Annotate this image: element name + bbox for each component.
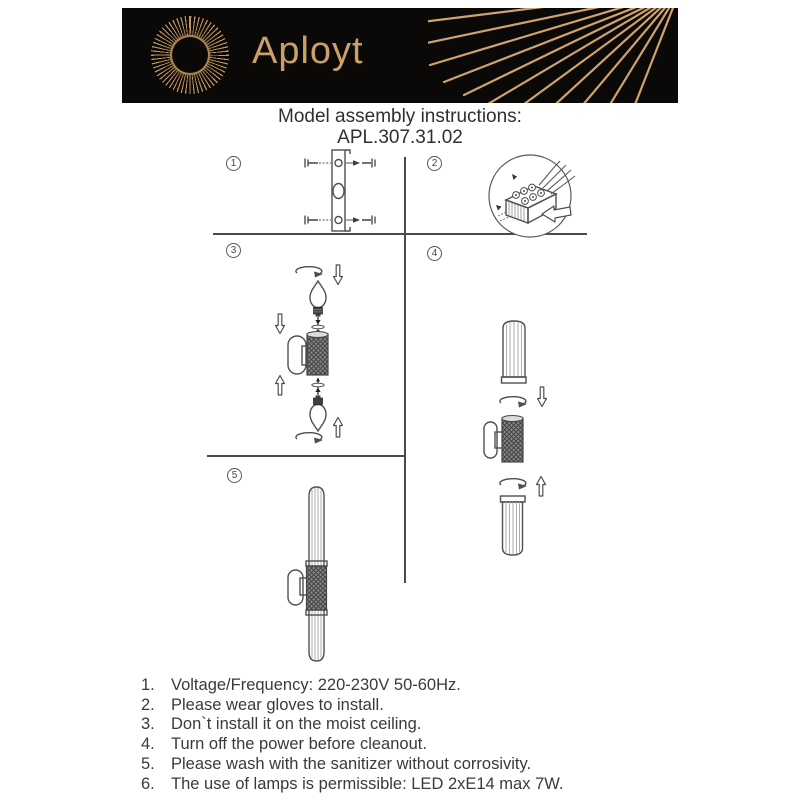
down-arrow-icon (334, 265, 343, 285)
step-number-5: 5 (231, 470, 238, 481)
glass-shade-top (502, 321, 527, 383)
wall-plate (288, 570, 308, 605)
up-arrow-icon (276, 376, 285, 396)
lamp-body (484, 416, 523, 463)
mounting-plate (332, 150, 350, 231)
diagram-step-2-wiring-detail (476, 150, 586, 242)
diagram-step-4-shades-exploded (480, 315, 556, 561)
brand-banner (122, 8, 678, 103)
screw-right-bottom-icon (346, 216, 375, 225)
diagram-step-1-wall-bracket (288, 143, 392, 239)
instruction-number: 1. (141, 676, 155, 694)
lamp-body (288, 332, 328, 376)
step-number-1: 1 (230, 158, 237, 169)
corner-rays-icon (428, 8, 678, 103)
divider-vertical (404, 157, 406, 583)
rotation-arrow-icon (296, 433, 323, 444)
up-arrow-icon (334, 418, 343, 438)
instruction-item (141, 676, 681, 696)
step-number-2: 2 (431, 158, 438, 169)
screw-left-bottom-icon (305, 216, 331, 225)
starburst-logo-icon (151, 16, 229, 94)
step-number-3: 3 (230, 245, 237, 256)
step-badge-4 (427, 246, 442, 261)
step-badge-2 (427, 156, 442, 171)
instruction-text: Please wear gloves to install. (171, 695, 384, 714)
socket-spindle-icon (312, 378, 324, 396)
rotation-arrow-icon (296, 267, 323, 278)
instruction-text: Don`t install it on the moist ceiling. (171, 715, 422, 734)
rotation-arrow-icon (500, 479, 527, 490)
bulb-icon (310, 281, 326, 317)
instruction-item (141, 696, 681, 716)
page-title: Model assembly instructions: (278, 106, 522, 127)
instruction-number: 6. (141, 774, 155, 793)
instruction-item (141, 735, 681, 755)
step-badge-5 (227, 468, 242, 483)
instruction-number: 2. (141, 695, 155, 714)
step-number-4: 4 (431, 248, 438, 259)
brand-name: Aployt (252, 30, 364, 72)
step-badge-3 (226, 243, 241, 258)
instruction-text: The use of lamps is permissible: LED 2xE14 max 7W. (171, 774, 564, 793)
divider-horizontal-bottom-left (207, 455, 406, 457)
screw-left-top-icon (305, 159, 331, 168)
diagram-step-3-bulbs-exploded (262, 256, 357, 448)
instruction-text: Please wash with the sanitizer without corrosivity. (171, 754, 532, 773)
glass-shade-bottom (501, 496, 526, 555)
instruction-item (141, 755, 681, 775)
instruction-text: Voltage/Frequency: 220-230V 50-60Hz. (171, 676, 461, 694)
rotation-arrow-icon (500, 397, 527, 408)
instruction-item (141, 715, 681, 735)
instruction-text: Turn off the power before cleanout. (171, 735, 427, 754)
step-badge-1 (226, 156, 241, 171)
instruction-number: 3. (141, 715, 155, 734)
model-number: APL.307.31.02 (337, 127, 463, 148)
instruction-list (141, 676, 681, 794)
instruction-number: 4. (141, 735, 155, 754)
diagram-step-5-assembled-lamp (262, 478, 354, 674)
instruction-number: 5. (141, 754, 155, 773)
bulb-icon (310, 395, 326, 431)
center-section (306, 561, 327, 615)
down-arrow-icon (538, 387, 547, 407)
down-arrow-icon (276, 314, 285, 334)
instruction-item (141, 775, 681, 795)
screw-right-top-icon (346, 159, 375, 168)
up-arrow-icon (537, 477, 546, 497)
